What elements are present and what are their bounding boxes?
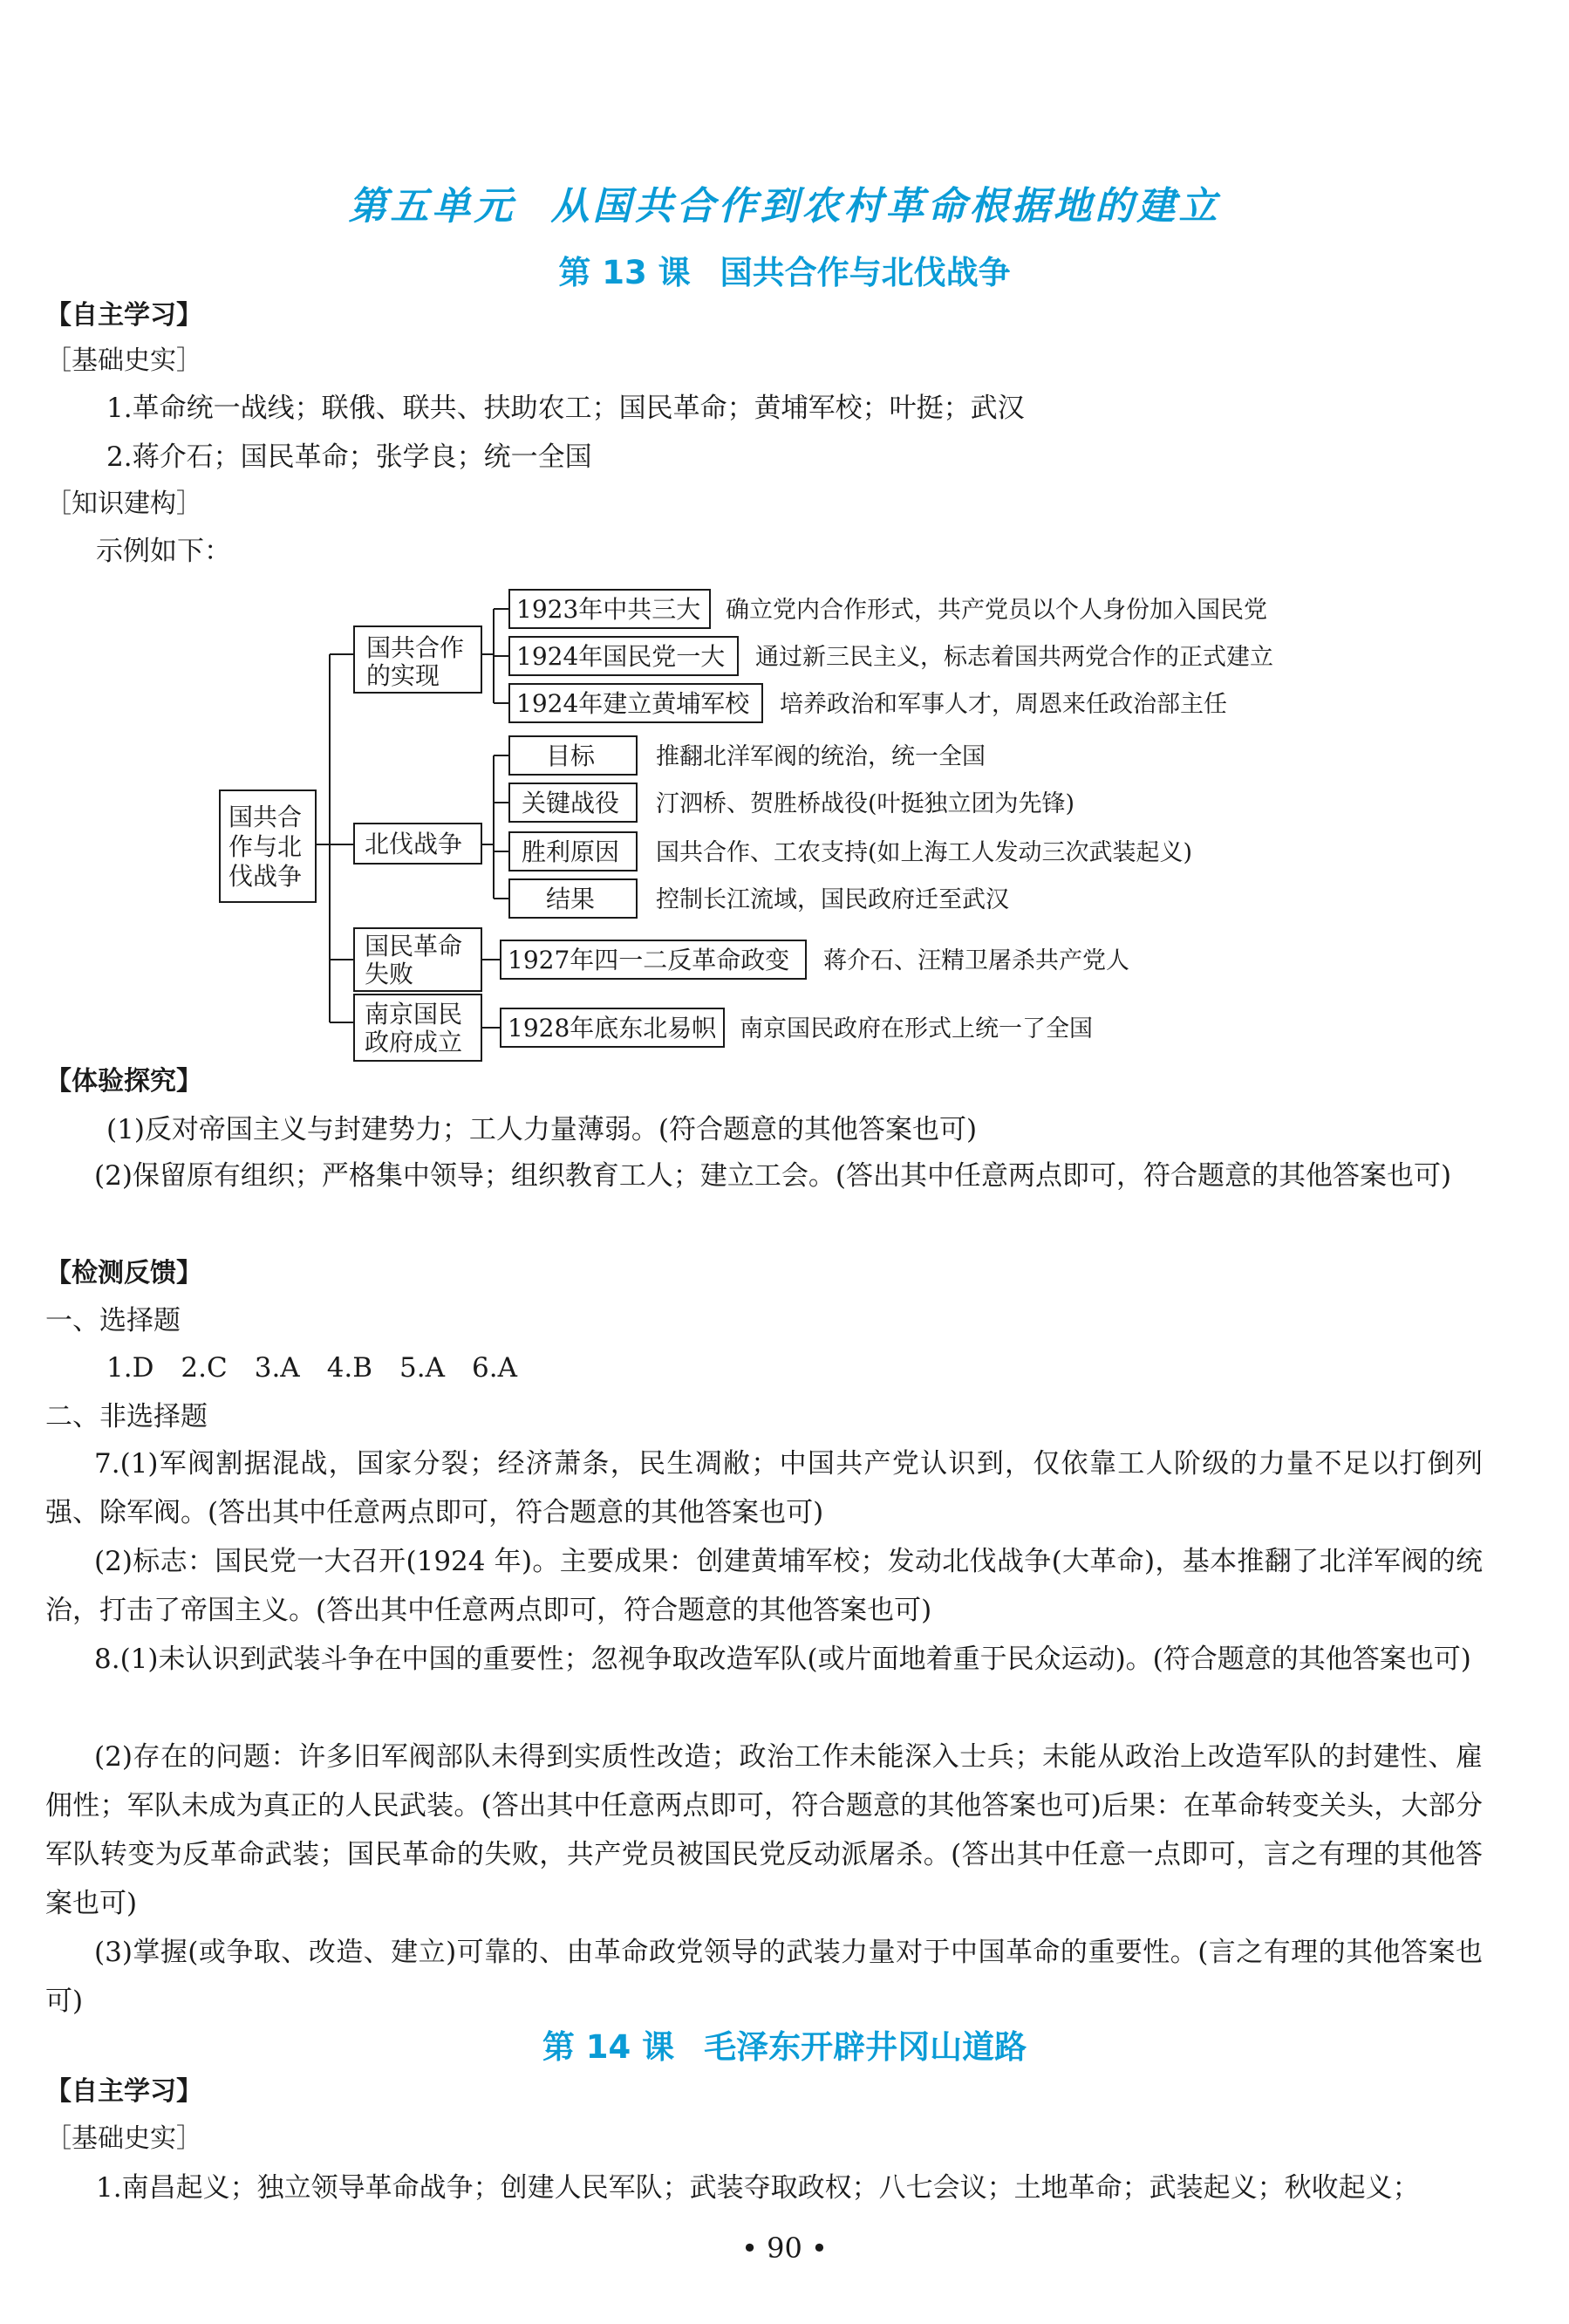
mm-b1-note-3: 培养政治和军事人才，周恩来任政治部主任 bbox=[780, 691, 1227, 718]
subsection-jichu-14: ［基础史实］ bbox=[45, 2123, 202, 2154]
subsection-zhishi: ［知识建构］ bbox=[45, 489, 202, 519]
unit-title-name: 从国共合作到农村革命根据地的建立 bbox=[550, 184, 1221, 229]
tiyan-answer-2: (2)保留原有组织；严格集中领导；组织教育工人；建立工会。(答出其中任意两点即可，符合题意的其他答案也可) bbox=[94, 1160, 1452, 1192]
jichu-answer-1: 1.革命统一战线；联俄、联共、扶助农工；国民革命；黄埔军校；叶挺；武汉 bbox=[106, 393, 1025, 424]
mm-root-line-1: 国共合 bbox=[229, 803, 303, 831]
mm-b1-event-2: 1924年国民党一大 bbox=[516, 642, 726, 671]
mm-b2-note-2: 汀泗桥、贺胜桥战役(叶挺独立团为先锋) bbox=[656, 790, 1075, 817]
lesson-14-jichu-answer-1: 1.南昌起义；独立领导革命战争；创建人民军队；武装夺取政权；八七会议；土地革命；武装起义；秋收起义； bbox=[96, 2172, 1420, 2204]
mm-b1-note-1: 确立党内合作形式，共产党员以个人身份加入国民党 bbox=[726, 597, 1267, 624]
xuanze-answers: 1.D 2.C 3.A 4.B 5.A 6.A bbox=[106, 1352, 517, 1384]
mind-map bbox=[0, 0, 1569, 1073]
mm-b2-event-1: 目标 bbox=[546, 742, 596, 770]
q8-part-3: (3)掌握(或争取、改造、建立)可靠的、由革命政党领导的武装力量对于中国革命的重要性。(言之有理的其他答案也可) bbox=[45, 1937, 1483, 2017]
section-zizhu-14: 【自主学习】 bbox=[45, 2076, 202, 2107]
mm-b2-event-4: 结果 bbox=[546, 885, 596, 913]
lesson-14-name: 毛泽东开辟井冈山道路 bbox=[704, 2028, 1027, 2066]
mm-b1-event-1: 1923年中共三大 bbox=[516, 595, 701, 624]
lesson-13-name: 国共合作与北伐战争 bbox=[720, 254, 1011, 291]
mm-branch-4-line-1: 南京国民 bbox=[365, 1000, 463, 1029]
mm-b4-note: 南京国民政府在形式上统一了全国 bbox=[740, 1015, 1093, 1042]
example-intro: 示例如下： bbox=[96, 536, 231, 567]
page-number: • 90 • bbox=[741, 2232, 828, 2265]
lesson-14-title bbox=[0, 2020, 1569, 2068]
q8-part-2: (2)存在的问题：许多旧军阀部队未得到实质性改造；政治工作未能深入士兵；未能从政治上改造军队的封建性、雇佣性；军队未成为真正的人民武装。(答出其中任意两点即可，符合题意的其他答案也可)后果：在革命转变关头，大部分军队转变为反革命武装；国民革命的失败，共产党员被国民党反动派屠杀。(答出其中任意一点即可，言之有理的其他答案也可) bbox=[45, 1741, 1483, 1919]
q7-part-2: (2)标志：国民党一大召开(1924 年)。主要成果：创建黄埔军校；发动北伐战争(大革命)，基本推翻了北洋军阀的统治，打击了帝国主义。(答出其中任意两点即可，符合题意的其他答案也可) bbox=[45, 1546, 1483, 1626]
mm-branch-1-line-1: 国共合作 bbox=[366, 633, 465, 662]
lesson-14-number: 第 14 课 bbox=[542, 2028, 675, 2066]
section-tiyan: 【体验探究】 bbox=[45, 1066, 202, 1097]
mm-root-line-3: 伐战争 bbox=[229, 862, 303, 891]
mm-b2-note-3: 国共合作、工农支持(如上海工人发动三次武装起义) bbox=[656, 839, 1193, 866]
mm-b2-event-2: 关键战役 bbox=[522, 789, 620, 817]
mm-branch-3-line-2: 失败 bbox=[365, 960, 414, 988]
q7-part-1: 7.(1)军阀割据混战，国家分裂；经济萧条，民生凋敝；中国共产党认识到，仅依靠工人阶级的力量不足以打倒列强、除军阀。(答出其中任意两点即可，符合题意的其他答案也可) bbox=[45, 1448, 1483, 1528]
q8-part-1: 8.(1)未认识到武装斗争在中国的重要性；忽视争取改造军队(或片面地着重于民众运动)。(符合题意的其他答案也可) bbox=[94, 1644, 1471, 1675]
mm-b3-note: 蒋介石、汪精卫屠杀共产党人 bbox=[823, 947, 1129, 974]
heading-xuanze: 一、选择题 bbox=[45, 1305, 181, 1336]
mm-b3-event: 1927年四一二反革命政变 bbox=[508, 946, 790, 974]
mm-branch-4-line-2: 政府成立 bbox=[365, 1028, 463, 1056]
unit-title-number: 第五单元 bbox=[348, 184, 516, 229]
section-jiance: 【检测反馈】 bbox=[45, 1258, 202, 1288]
mm-b2-note-4: 控制长江流域，国民政府迁至武汉 bbox=[656, 886, 1009, 913]
mm-b2-event-3: 胜利原因 bbox=[522, 837, 620, 866]
mm-root-line-2: 作与北 bbox=[229, 832, 303, 861]
jichu-answer-2: 2.蒋介石；国民革命；张学良；统一全国 bbox=[106, 441, 592, 473]
mm-branch-3-line-1: 国民革命 bbox=[365, 932, 463, 960]
heading-feixuanze: 二、非选择题 bbox=[45, 1401, 208, 1432]
tiyan-answer-1: (1)反对帝国主义与封建势力；工人力量薄弱。(符合题意的其他答案也可) bbox=[106, 1114, 978, 1145]
mm-b1-event-3: 1924年建立黄埔军校 bbox=[516, 689, 750, 718]
subsection-jichu-13: ［基础史实］ bbox=[45, 345, 202, 376]
mm-branch-1-line-2: 的实现 bbox=[366, 661, 440, 690]
section-zizhu-13: 【自主学习】 bbox=[45, 300, 202, 331]
lesson-13-number: 第 13 课 bbox=[558, 254, 691, 291]
mm-b2-note-1: 推翻北洋军阀的统治，统一全国 bbox=[656, 743, 986, 770]
mm-b4-event: 1928年底东北易帜 bbox=[508, 1014, 717, 1042]
mm-b1-note-2: 通过新三民主义，标志着国共两党合作的正式建立 bbox=[755, 644, 1273, 671]
mm-branch-2: 北伐战争 bbox=[365, 830, 463, 858]
